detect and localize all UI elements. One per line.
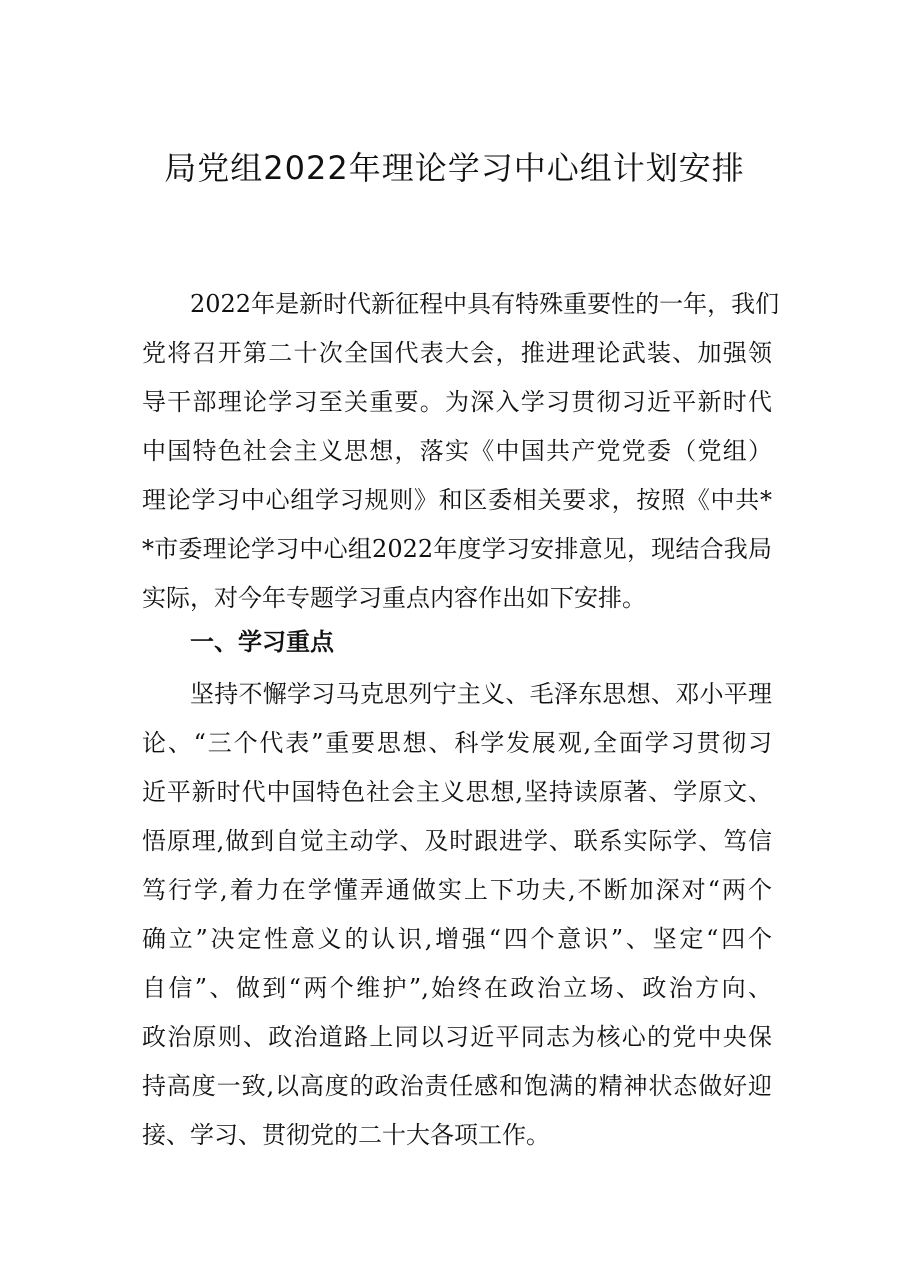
paragraph-line: 政治原则、政治道路上同以习近平同志为核心的党中央保 (142, 1023, 772, 1051)
paragraph-line: 坚持不懈学习马克思列宁主义、毛泽东思想、邓小平理 (190, 680, 772, 708)
section-heading: 一、学习重点 (190, 628, 334, 656)
intro-line: 党将召开第二十次全国代表大会，推进理论武装、加强领 (142, 339, 772, 367)
paragraph-line: 接、学习、贯彻党的二十大各项工作。 (142, 1121, 550, 1149)
intro-line: 2022年是新时代新征程中具有特殊重要性的一年，我们 (190, 290, 780, 318)
paragraph-line: 确立”决定性意义的认识,增强“四个意识”、坚定“四个 (142, 925, 772, 953)
paragraph-line: 自信”、做到“两个维护”,始终在政治立场、政治方向、 (142, 974, 772, 1002)
paragraph-line: 近平新时代中国特色社会主义思想,坚持读原著、学原文、 (142, 778, 772, 806)
intro-line: 实际，对今年专题学习重点内容作出如下安排。 (142, 584, 646, 612)
document-title: 局党组2022年理论学习中心组计划安排 (164, 149, 745, 187)
intro-line: 中国特色社会主义思想，落实《中国共产党党委（党组） (142, 437, 772, 465)
intro-line: 导干部理论学习至关重要。为深入学习贯彻习近平新时代 (142, 388, 772, 416)
paragraph-line: 笃行学,着力在学懂弄通做实上下功夫,不断加深对“两个 (142, 876, 772, 904)
intro-line: 理论学习中心组学习规则》和区委相关要求，按照《中共* (142, 486, 772, 514)
paragraph-line: 持高度一致,以高度的政治责任感和饱满的精神状态做好迎 (142, 1072, 772, 1100)
intro-line: *市委理论学习中心组2022年度学习安排意见，现结合我局 (142, 535, 772, 563)
paragraph-line: 悟原理,做到自觉主动学、及时跟进学、联系实际学、笃信 (142, 827, 772, 855)
paragraph-line: 论、“三个代表”重要思想、科学发展观,全面学习贯彻习 (142, 729, 772, 757)
